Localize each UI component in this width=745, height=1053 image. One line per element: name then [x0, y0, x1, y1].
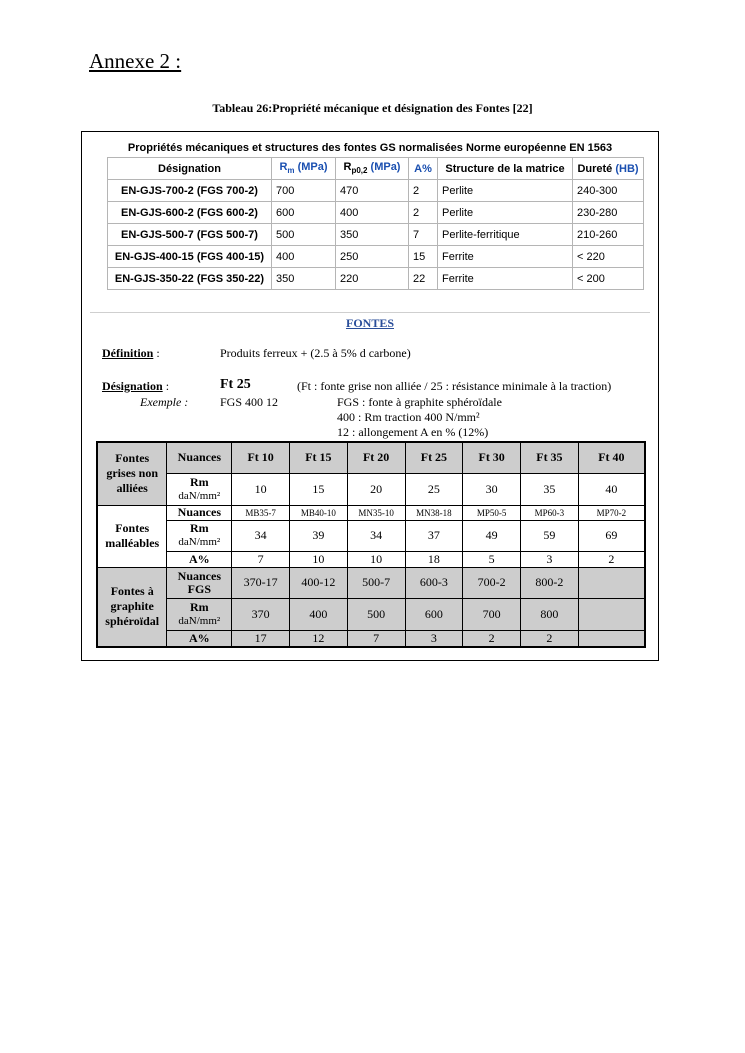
spheroidal-rm: 700: [463, 598, 521, 630]
gs-rm: 700: [272, 180, 336, 202]
malleables-rm: 34: [232, 520, 290, 551]
spheroidal-rm: 800: [521, 598, 579, 630]
figure-frame: [81, 131, 659, 661]
exemple-label: Exemple :: [140, 395, 189, 409]
row-header-a: A%: [167, 551, 232, 567]
row-header-nuances-fgs: Nuances FGS: [167, 567, 232, 598]
grises-rm-row: [97, 473, 645, 505]
spheroidal-rm: 400: [290, 598, 348, 630]
grises-nuance: Ft 35: [521, 442, 579, 473]
exemple-line: 400 : Rm traction 400 N/mm²: [337, 410, 480, 424]
designation-label: Désignation: [102, 379, 163, 393]
gs-a: 2: [409, 180, 438, 202]
gs-rm: 350: [272, 268, 336, 290]
gs-rm: 500: [272, 224, 336, 246]
fontes-title: FONTES: [345, 316, 394, 330]
gs-row: [108, 246, 644, 268]
exemple-code: FGS 400 12: [220, 395, 279, 409]
rm-unit: daN/mm²: [178, 489, 221, 502]
malleables-nuance: MP60-3: [521, 505, 579, 520]
spheroidal-nuance: 370-17: [232, 567, 290, 598]
grises-rm: 20: [347, 473, 405, 505]
gs-rp: 250: [336, 246, 409, 268]
malleables-a: 3: [521, 551, 579, 567]
malleables-nuances-row: [97, 505, 645, 520]
rm-unit: daN/mm²: [178, 614, 221, 627]
spheroidal-nuance: [578, 567, 645, 598]
definition-label-wrap: [102, 346, 160, 361]
rm-label: Rm: [189, 521, 209, 535]
malleables-a: 10: [290, 551, 348, 567]
gs-rm: 600: [272, 202, 336, 224]
grises-rm: 30: [463, 473, 521, 505]
designation-code: Ft 25: [220, 377, 251, 392]
gs-structure: Perlite: [438, 180, 573, 202]
grises-rm: 40: [578, 473, 645, 505]
gs-durete: 240-300: [573, 180, 644, 202]
row-header-a: A%: [167, 630, 232, 647]
gs-designation: EN-GJS-500-7 (FGS 500-7): [108, 224, 272, 246]
grises-nuances-row: [97, 442, 645, 473]
malleables-a-row: [97, 551, 645, 567]
grises-nuance: Ft 30: [463, 442, 521, 473]
header-rm-symbol: R: [279, 161, 288, 174]
gs-designation: EN-GJS-400-15 (FGS 400-15): [108, 246, 272, 268]
rm-label: Rm: [189, 599, 209, 614]
grises-nuance: Ft 25: [405, 442, 463, 473]
group-malleables: Fontes malléables: [97, 505, 167, 567]
designation-colon: :: [162, 379, 170, 393]
gs-structure: Ferrite: [438, 246, 573, 268]
spheroidal-a: 12: [290, 630, 348, 647]
malleables-rm: 49: [463, 520, 521, 551]
malleables-a: 2: [578, 551, 645, 567]
group-spheroidal: Fontes à graphite sphéroïdal: [97, 567, 167, 647]
gs-a: 7: [409, 224, 438, 246]
designation-label-wrap: [102, 379, 169, 394]
spheroidal-a: 17: [232, 630, 290, 647]
malleables-a: 5: [463, 551, 521, 567]
malleables-rm: 34: [347, 520, 405, 551]
gs-designation: EN-GJS-350-22 (FGS 350-22): [108, 268, 272, 290]
spheroidal-nuance: 400-12: [290, 567, 348, 598]
row-header-rm: [167, 473, 232, 505]
rm-label: Rm: [189, 474, 209, 489]
header-rp: [336, 158, 409, 180]
gs-row: [108, 202, 644, 224]
header-durete-label: Dureté: [577, 162, 613, 175]
spheroidal-rm: 600: [405, 598, 463, 630]
gs-row: [108, 268, 644, 290]
spheroidal-nuance: 700-2: [463, 567, 521, 598]
gs-designation: EN-GJS-700-2 (FGS 700-2): [108, 180, 272, 202]
row-header-nuances: Nuances: [167, 442, 232, 473]
spheroidal-nuances-row: [97, 567, 645, 598]
malleables-rm: 37: [405, 520, 463, 551]
spheroidal-a: 3: [405, 630, 463, 647]
malleables-a: 7: [232, 551, 290, 567]
header-rm-sub: m: [287, 166, 295, 176]
malleables-nuance: MN35-10: [347, 505, 405, 520]
gs-rm: 400: [272, 246, 336, 268]
designation-note: (Ft : fonte grise non alliée / 25 : résistance minimale à la traction): [297, 379, 612, 393]
spheroidal-rm: 370: [232, 598, 290, 630]
definition-text: Produits ferreux + (2.5 à 5% d carbone): [220, 346, 411, 360]
group-grises: Fontes grises non alliées: [97, 442, 167, 505]
gs-row: [108, 224, 644, 246]
header-rp-unit: (MPa): [370, 161, 401, 174]
gs-durete: < 220: [573, 246, 644, 268]
gs-structure: Perlite-ferritique: [438, 224, 573, 246]
malleables-rm: 59: [521, 520, 579, 551]
spheroidal-nuance: 500-7: [347, 567, 405, 598]
grises-nuance: Ft 15: [290, 442, 348, 473]
annex-heading: Annexe 2 :: [89, 49, 182, 73]
malleables-rm-row: [97, 520, 645, 551]
header-designation: Désignation: [108, 158, 272, 180]
gs-durete: < 200: [573, 268, 644, 290]
grises-nuance: Ft 40: [578, 442, 645, 473]
definition-colon: :: [153, 346, 160, 360]
header-rm: [272, 158, 336, 180]
header-durete-unit: (HB): [615, 162, 639, 175]
grises-nuance: Ft 20: [347, 442, 405, 473]
gs-structure: Ferrite: [438, 268, 573, 290]
gs-a: 22: [409, 268, 438, 290]
row-header-rm: [167, 520, 232, 551]
gs-rp: 470: [336, 180, 409, 202]
gs-structure: Perlite: [438, 202, 573, 224]
header-rm-unit: (MPa): [297, 161, 328, 174]
section-divider: [90, 312, 650, 313]
spheroidal-nuance: 800-2: [521, 567, 579, 598]
gs-properties-table: [107, 157, 644, 290]
gs-designation: EN-GJS-600-2 (FGS 600-2): [108, 202, 272, 224]
gs-row: [108, 180, 644, 202]
header-a: A%: [409, 158, 438, 180]
header-rp-sub: p0,2: [351, 166, 368, 176]
definition-label: Définition: [102, 346, 154, 360]
gs-durete: 210-260: [573, 224, 644, 246]
header-durete: [573, 158, 644, 180]
grises-rm: 25: [405, 473, 463, 505]
exemple-line: 12 : allongement A en % (12%): [337, 425, 489, 439]
malleables-a: 10: [347, 551, 405, 567]
table-caption: Tableau 26:Propriété mécanique et désignation des Fontes [22]: [212, 101, 533, 115]
exemple-line: FGS : fonte à graphite sphéroïdale: [337, 395, 502, 409]
spheroidal-a-row: [97, 630, 645, 647]
header-rp-symbol: R: [343, 161, 352, 174]
spheroidal-a: 2: [521, 630, 579, 647]
malleables-nuance: MP50-5: [463, 505, 521, 520]
malleables-nuance: MP70-2: [578, 505, 645, 520]
grises-nuance: Ft 10: [232, 442, 290, 473]
spheroidal-rm: [578, 598, 645, 630]
spheroidal-a: 2: [463, 630, 521, 647]
gs-durete: 230-280: [573, 202, 644, 224]
spheroidal-rm: 500: [347, 598, 405, 630]
header-structure: Structure de la matrice: [438, 158, 573, 180]
gs-rp: 220: [336, 268, 409, 290]
gs-a: 2: [409, 202, 438, 224]
gs-table-title: Propriétés mécaniques et structures des fontes GS normalisées Norme européenne EN 1563: [127, 142, 613, 154]
malleables-nuance: MB40-10: [290, 505, 348, 520]
malleables-rm: 69: [578, 520, 645, 551]
grises-rm: 35: [521, 473, 579, 505]
gs-rp: 350: [336, 224, 409, 246]
spheroidal-a: 7: [347, 630, 405, 647]
gs-rp: 400: [336, 202, 409, 224]
spheroidal-a: [578, 630, 645, 647]
row-header-rm: [167, 598, 232, 630]
malleables-rm: 39: [290, 520, 348, 551]
spheroidal-rm-row: [97, 598, 645, 630]
malleables-nuance: MN38-18: [405, 505, 463, 520]
malleables-nuance: MB35-7: [232, 505, 290, 520]
gs-a: 15: [409, 246, 438, 268]
grises-rm: 15: [290, 473, 348, 505]
row-header-nuances: Nuances: [167, 505, 232, 520]
fontes-table: [96, 441, 646, 648]
malleables-a: 18: [405, 551, 463, 567]
grises-rm: 10: [232, 473, 290, 505]
rm-unit: daN/mm²: [178, 536, 221, 548]
gs-header-row: [108, 158, 644, 180]
spheroidal-nuance: 600-3: [405, 567, 463, 598]
